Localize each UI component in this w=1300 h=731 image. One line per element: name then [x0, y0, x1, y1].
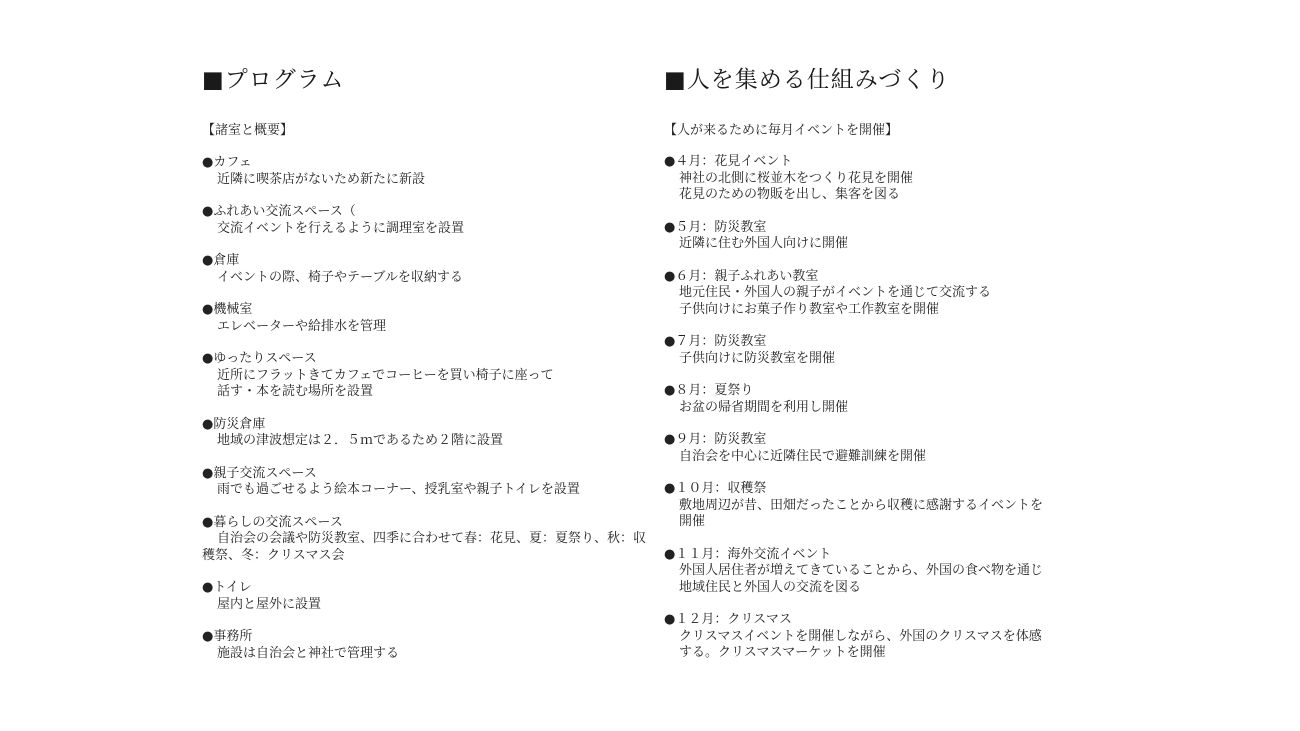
event-title: ●１１月：海外交流イベント — [664, 546, 832, 562]
event-title: ●６月：親子ふれあい教室 — [664, 268, 819, 284]
event-description: 外国人居住者が増えてきていることから、外国の食べ物を通じ 地域住民と外国人の交流を図る — [679, 563, 1044, 595]
events-subheading: 【人が来るために毎月イベントを開催】 — [664, 123, 899, 138]
list-item — [664, 220, 1114, 253]
event-description: 神社の北側に桜並木をつくり花見を開催 花見のための物販を出し、集客を図る — [679, 170, 914, 202]
event-description: 近隣に住む外国人向けに開催 — [679, 236, 849, 251]
room-title: ●事務所 — [202, 629, 253, 644]
event-title: ●１０月：収穫祭 — [664, 481, 767, 496]
list-item — [202, 351, 652, 401]
room-title: ●親子交流スペース — [202, 465, 317, 481]
list-item — [202, 417, 652, 450]
room-description: 施設は自治会と神社で管理する — [217, 645, 400, 661]
room-title: ●カフェ — [202, 155, 252, 170]
list-item — [202, 155, 652, 188]
room-title: ●ふれあい交流スペース（ — [202, 204, 356, 219]
list-item — [664, 269, 1114, 319]
list-item — [202, 515, 652, 565]
list-item — [202, 253, 652, 286]
event-title: ●８月：夏祭り — [664, 383, 754, 398]
event-description: 子供向けに防災教室を開催 — [679, 350, 836, 366]
room-description: 屋内と屋外に設置 — [217, 596, 322, 612]
list-item — [202, 629, 652, 662]
event-title: ●４月：花見イベント — [664, 154, 793, 169]
event-list — [664, 154, 1114, 662]
event-description: 地元住民・外国人の親子がイベントを通じて交流する 子供向けにお菓子作り教室や工作教室を開催 — [679, 285, 992, 317]
room-description: エレベーターや給排水を管理 — [217, 318, 387, 334]
event-description: 敷地周辺が昔、田畑だったことから収穫に感謝するイベントを 開催 — [679, 497, 1044, 529]
list-item — [202, 302, 652, 335]
list-item — [202, 466, 652, 499]
event-description: 自治会を中心に近隣住民で避難訓練を開催 — [679, 448, 927, 464]
room-title: ●倉庫 — [202, 253, 240, 268]
room-title: ●暮らしの交流スペース — [202, 514, 343, 530]
room-description: 雨でも過ごせるよう絵本コーナー、授乳室や親子トイレを設置 — [217, 482, 580, 497]
program-column — [202, 62, 652, 678]
room-description: 地域の津波想定は２．５ｍであるため２階に設置 — [217, 433, 504, 448]
list-item — [664, 612, 1114, 662]
event-title: ●７月：防災教室 — [664, 334, 767, 349]
room-description: イベントの際、椅子やテーブルを収納する — [217, 269, 463, 285]
room-title: ●機械室 — [202, 302, 253, 317]
event-title: ●９月：防災教室 — [664, 432, 767, 447]
room-list — [202, 155, 652, 662]
room-description: 近所にフラットきてカフェでコーヒーを買い椅子に座って 話す・本を読む場所を設置 — [217, 367, 554, 399]
list-item — [202, 580, 652, 613]
event-title: ●５月：防災教室 — [664, 219, 767, 235]
event-title: ●１２月：クリスマス — [664, 612, 792, 627]
list-item — [202, 204, 652, 237]
list-item — [664, 481, 1114, 531]
list-item — [664, 334, 1114, 367]
list-item — [664, 154, 1114, 204]
room-description: 近隣に喫茶店がないため新たに新設 — [217, 171, 426, 187]
rooms-subheading: 【諸室と概要】 — [202, 123, 294, 138]
room-title: ●ゆったりスペース — [202, 351, 317, 366]
list-item — [664, 432, 1114, 465]
room-title: ●トイレ — [202, 580, 252, 595]
room-description: 自治会の会議や防災教室、四季に合わせて春：花見、夏：夏祭り、秋：収穫祭、冬：クリスマス会 — [202, 531, 647, 563]
program-heading: ■プログラム — [202, 67, 345, 93]
room-description: 交流イベントを行えるように調理室を設置 — [217, 220, 465, 236]
room-title: ●防災倉庫 — [202, 416, 266, 432]
event-description: お盆の帰省期間を利用し開催 — [679, 399, 849, 415]
list-item — [664, 383, 1114, 416]
list-item — [664, 547, 1114, 597]
event-description: クリスマスイベントを開催しながら、外国のクリスマスを体感 する。クリスマスマーケットを開催 — [679, 628, 1042, 660]
events-heading: ■人を集める仕組みづくり — [664, 67, 951, 93]
events-column — [664, 62, 1114, 678]
